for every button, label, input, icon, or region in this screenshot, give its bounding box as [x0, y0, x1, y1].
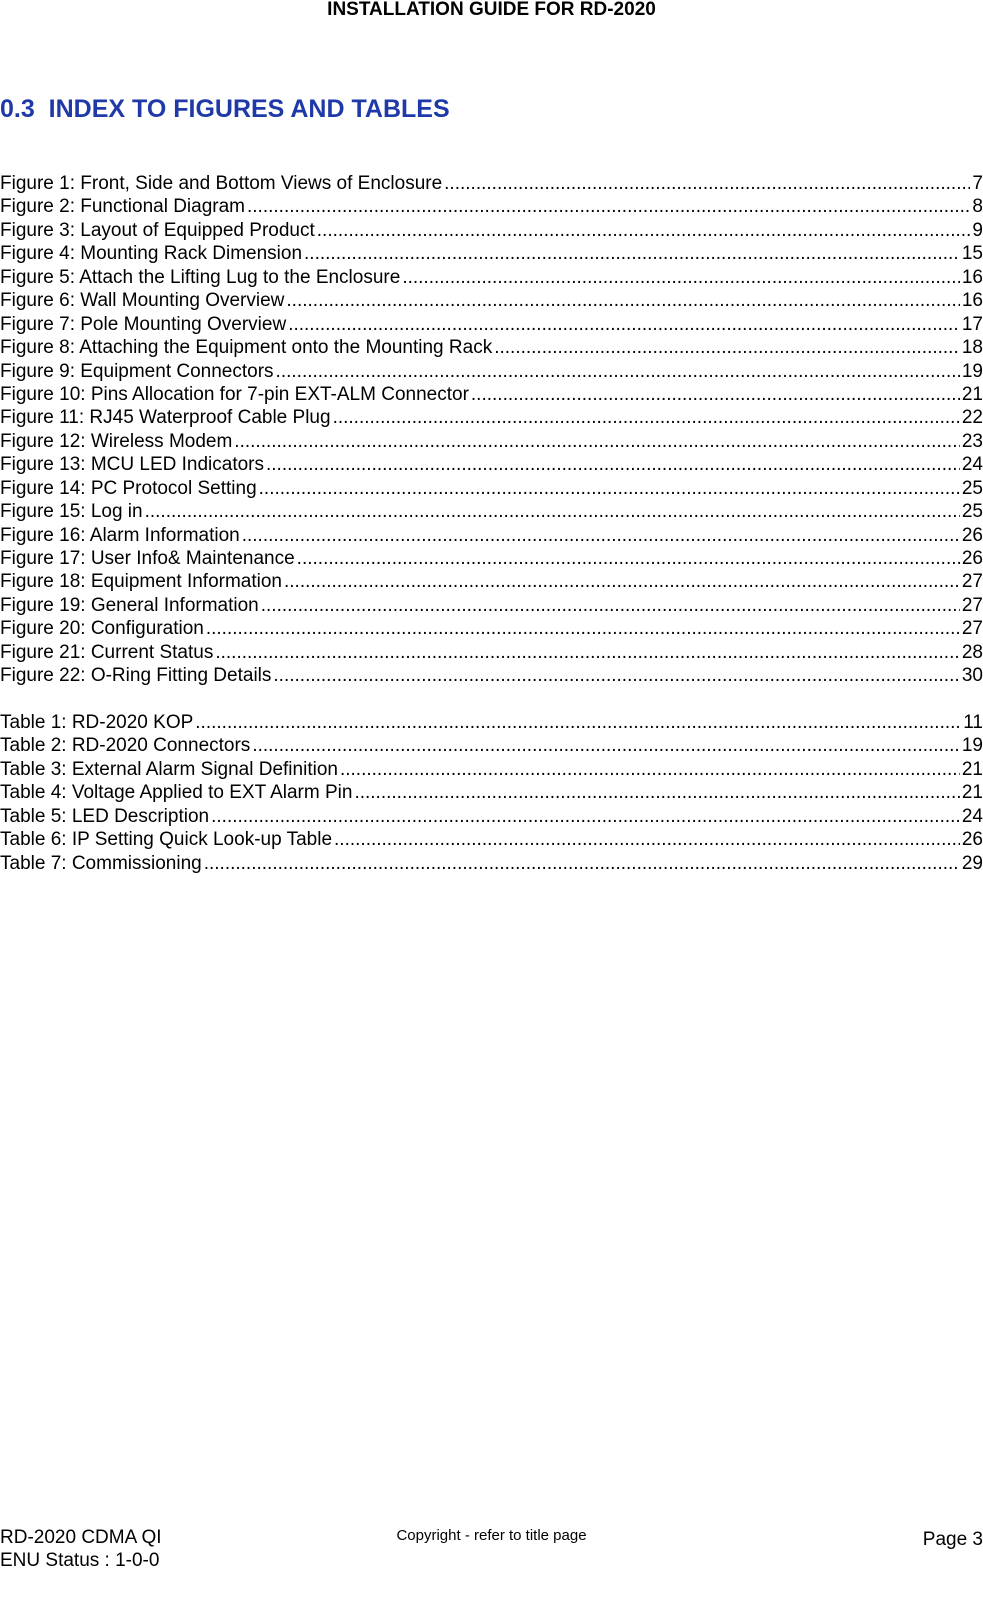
figure-entry[interactable]: [0, 664, 983, 687]
figure-entry-label: Figure 19: General Information: [0, 594, 259, 616]
figure-entry-label: Figure 13: MCU LED Indicators: [0, 454, 264, 476]
figure-entry-page: 17: [961, 313, 983, 335]
figure-entry[interactable]: [0, 524, 983, 547]
dot-leader: [273, 664, 959, 687]
tables-index: [0, 711, 983, 875]
figure-entry-page: 28: [961, 641, 983, 663]
figure-entry-page: 8: [972, 196, 983, 218]
figure-entry-label: Figure 3: Layout of Equipped Product: [0, 219, 315, 241]
table-entry-label: Table 7: Commissioning: [0, 852, 202, 874]
dot-leader: [234, 430, 960, 453]
figure-entry-label: Figure 8: Attaching the Equipment onto the Mounting Rack: [0, 337, 493, 359]
table-entry[interactable]: [0, 852, 983, 875]
figure-entry-page: 24: [961, 454, 983, 476]
dot-leader: [402, 266, 960, 289]
figure-entry-label: Figure 15: Log in: [0, 501, 143, 523]
figure-entry-page: 27: [961, 618, 983, 640]
figure-entry-label: Figure 2: Functional Diagram: [0, 196, 245, 218]
figure-entry[interactable]: [0, 219, 983, 242]
figure-entry[interactable]: [0, 360, 983, 383]
table-entry[interactable]: [0, 828, 983, 851]
dot-leader: [297, 547, 960, 570]
figure-entry-label: Figure 18: Equipment Information: [0, 571, 282, 593]
figure-entry-label: Figure 5: Attach the Lifting Lug to the Enclosure: [0, 266, 401, 288]
footer-status: ENU Status : 1-0-0: [0, 1550, 160, 1571]
figure-entry-page: 22: [961, 407, 983, 429]
dot-leader: [252, 734, 960, 757]
figure-entry-label: Figure 16: Alarm Information: [0, 524, 240, 546]
table-entry-page: 11: [963, 712, 983, 733]
dot-leader: [333, 406, 960, 429]
figure-entry[interactable]: [0, 172, 983, 195]
dot-leader: [444, 172, 970, 195]
table-entry-label: Table 4: Voltage Applied to EXT Alarm Pin: [0, 782, 353, 804]
figure-entry-page: 25: [961, 477, 983, 499]
footer-copyright: Copyright - refer to title page: [396, 1527, 587, 1544]
figure-entry-label: Figure 10: Pins Allocation for 7-pin EXT-ALM Connector: [0, 383, 469, 405]
dot-leader: [259, 477, 960, 500]
figure-entry-page: 26: [961, 548, 983, 569]
figure-entry[interactable]: [0, 289, 983, 312]
figure-entry[interactable]: [0, 266, 983, 289]
figure-entry-page: 27: [961, 571, 983, 593]
dot-leader: [247, 195, 970, 218]
figure-entry[interactable]: [0, 547, 983, 570]
figure-entry-label: Figure 20: Configuration: [0, 618, 204, 640]
table-entry[interactable]: [0, 734, 983, 757]
figure-entry[interactable]: [0, 477, 983, 500]
figure-entry-label: Figure 17: User Info& Maintenance: [0, 548, 295, 569]
table-entry-page: 21: [961, 758, 983, 780]
figure-entry-page: 23: [961, 430, 983, 452]
section-title: INDEX TO FIGURES AND TABLES: [48, 95, 450, 123]
table-entry-page: 29: [961, 852, 983, 874]
figures-index: [0, 172, 983, 688]
figure-entry-page: 7: [972, 173, 983, 194]
dot-leader: [334, 828, 960, 851]
dot-leader: [266, 453, 960, 476]
figure-entry-page: 16: [961, 290, 983, 312]
figure-entry-label: Figure 11: RJ45 Waterproof Cable Plug: [0, 407, 331, 429]
table-entry-page: 26: [961, 829, 983, 851]
table-entry-label: Table 2: RD-2020 Connectors: [0, 735, 251, 757]
dot-leader: [211, 805, 960, 828]
figure-entry-page: 27: [961, 594, 983, 616]
figure-entry-label: Figure 1: Front, Side and Bottom Views of Enclosure: [0, 173, 443, 194]
dot-leader: [354, 781, 959, 804]
figure-entry[interactable]: [0, 570, 983, 593]
dot-leader: [317, 219, 971, 242]
figure-entry[interactable]: [0, 617, 983, 640]
dot-leader: [288, 313, 960, 336]
dot-leader: [195, 711, 961, 734]
figure-entry-label: Figure 21: Current Status: [0, 641, 214, 663]
figure-entry-page: 18: [961, 337, 983, 359]
section-heading: [0, 94, 450, 124]
dot-leader: [284, 570, 960, 593]
dot-leader: [215, 641, 960, 664]
table-entry[interactable]: [0, 805, 983, 828]
figure-entry-label: Figure 14: PC Protocol Setting: [0, 477, 257, 499]
dot-leader: [304, 242, 960, 265]
footer-page-number: Page 3: [922, 1529, 983, 1550]
dot-leader: [242, 524, 960, 547]
section-number: 0.3: [0, 95, 35, 123]
table-entry[interactable]: [0, 711, 983, 734]
figure-entry[interactable]: [0, 195, 983, 218]
figure-entry-page: 19: [961, 360, 983, 382]
table-entry-label: Table 5: LED Description: [0, 805, 210, 827]
figure-entry[interactable]: [0, 430, 983, 453]
figure-entry-page: 15: [961, 243, 983, 265]
figure-entry[interactable]: [0, 242, 983, 265]
figure-entry[interactable]: [0, 641, 983, 664]
figure-entry[interactable]: [0, 383, 983, 406]
figure-entry[interactable]: [0, 453, 983, 476]
dot-leader: [145, 500, 960, 523]
page-header: [0, 0, 983, 20]
figure-entry[interactable]: [0, 594, 983, 617]
dot-leader: [471, 383, 960, 406]
figure-entry[interactable]: [0, 336, 983, 359]
table-entry-label: Table 3: External Alarm Signal Definition: [0, 758, 338, 780]
footer-doc-name: RD-2020 CDMA QI: [0, 1527, 162, 1548]
table-entry-page: 19: [961, 735, 983, 757]
figure-entry-label: Figure 4: Mounting Rack Dimension: [0, 243, 303, 265]
figure-entry-page: 25: [961, 501, 983, 523]
figure-entry-label: Figure 6: Wall Mounting Overview: [0, 290, 285, 312]
dot-leader: [286, 289, 959, 312]
figure-entry-label: Figure 7: Pole Mounting Overview: [0, 313, 287, 335]
dot-leader: [276, 360, 960, 383]
figure-entry-page: 16: [961, 266, 983, 288]
dot-leader: [206, 617, 960, 640]
header-title: INSTALLATION GUIDE FOR RD-2020: [327, 0, 656, 20]
figure-entry[interactable]: [0, 313, 983, 336]
dot-leader: [340, 758, 960, 781]
figure-entry[interactable]: [0, 500, 983, 523]
dot-leader: [204, 852, 960, 875]
figure-entry-page: 30: [961, 665, 983, 687]
dot-leader: [494, 336, 960, 359]
table-entry-label: Table 6: IP Setting Quick Look-up Table: [0, 829, 333, 851]
figure-entry-page: 21: [961, 383, 983, 405]
table-entry-page: 21: [961, 782, 983, 804]
figure-entry-page: 26: [961, 524, 983, 546]
table-entry[interactable]: [0, 781, 983, 804]
figure-entry-label: Figure 12: Wireless Modem: [0, 430, 233, 452]
figure-entry[interactable]: [0, 406, 983, 429]
table-entry[interactable]: [0, 758, 983, 781]
table-entry-page: 24: [961, 805, 983, 827]
dot-leader: [261, 594, 960, 617]
figure-entry-label: Figure 22: O-Ring Fitting Details: [0, 665, 272, 687]
figure-entry-page: 9: [972, 219, 983, 241]
table-entry-label: Table 1: RD-2020 KOP: [0, 712, 194, 733]
figure-entry-label: Figure 9: Equipment Connectors: [0, 360, 274, 382]
